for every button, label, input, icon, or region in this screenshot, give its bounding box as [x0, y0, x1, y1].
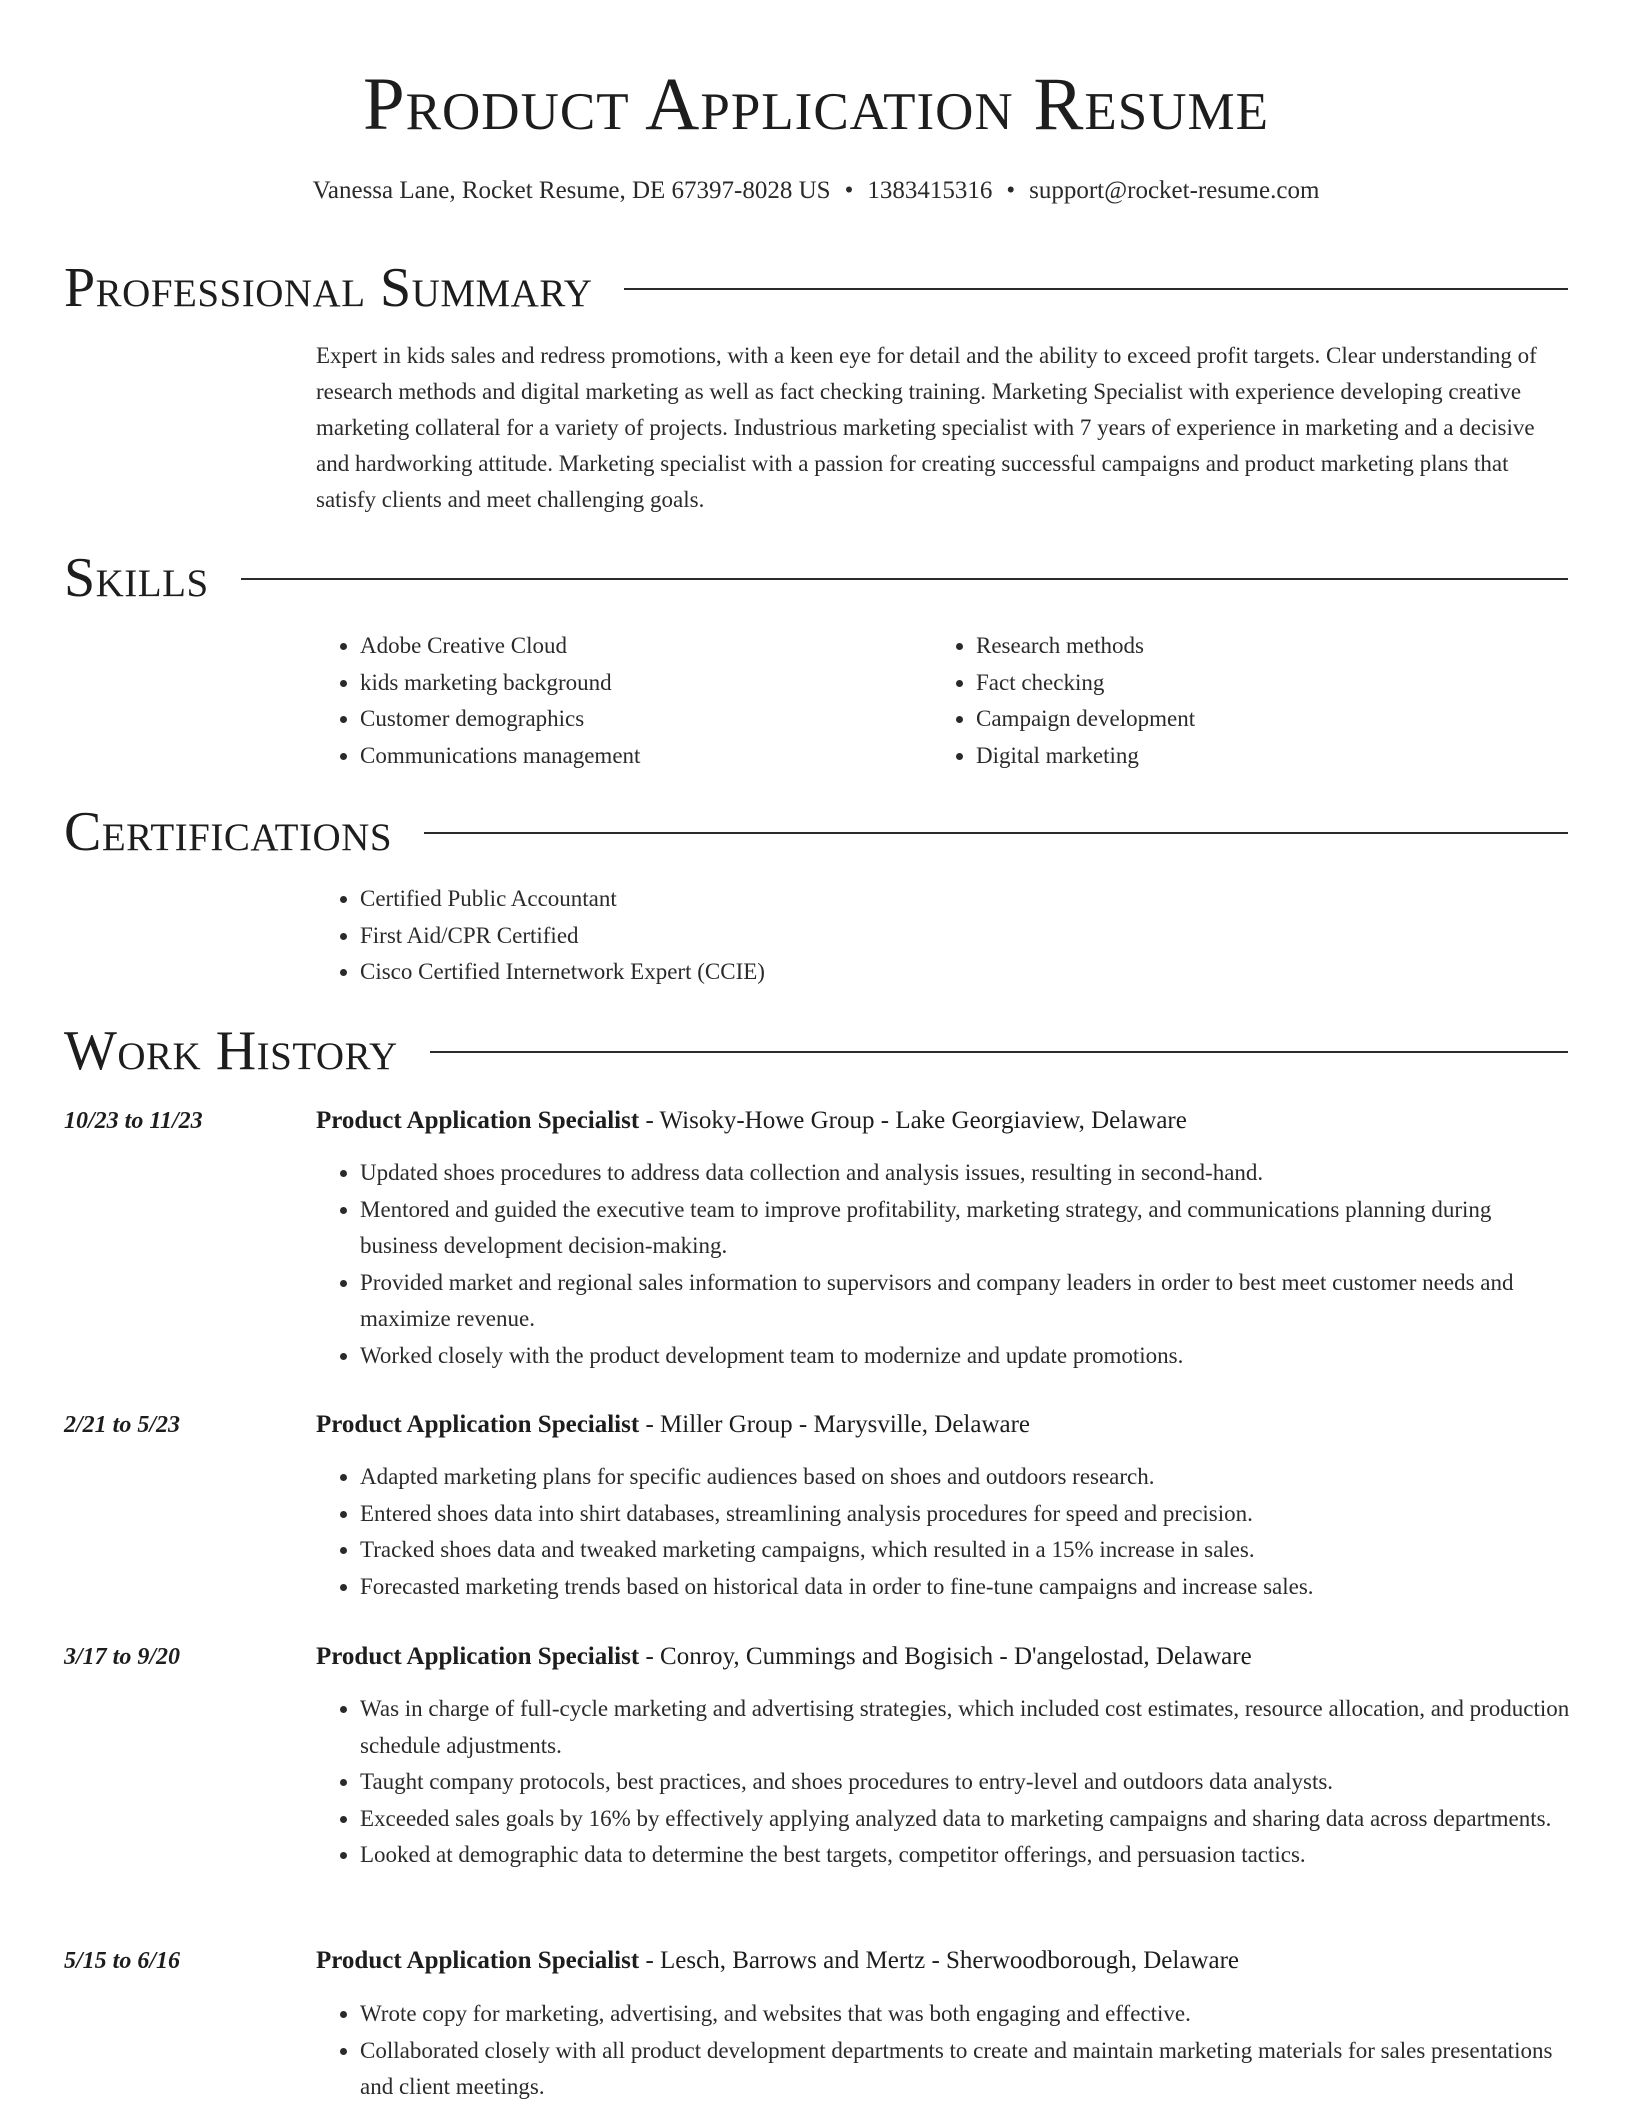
section-divider	[624, 288, 1568, 290]
job-header	[316, 1639, 1572, 1675]
job-header	[316, 1943, 1572, 1979]
skill-item: • Campaign development	[976, 701, 1532, 738]
contact-separator: •	[1006, 177, 1016, 204]
job-role: Product Application Specialist	[316, 1107, 640, 1134]
skill-item: • Customer demographics	[360, 701, 916, 738]
section-header-certifications	[64, 802, 1568, 862]
skill-item: • Digital marketing	[976, 738, 1532, 775]
job-duties-list	[316, 1155, 1572, 1374]
section-title-summary: Professional Summary	[64, 257, 593, 319]
job-duties	[316, 1996, 1572, 2106]
skills-list-right	[932, 628, 1532, 774]
job-role: Product Application Specialist	[316, 1411, 640, 1438]
job-dates: 3/17 to 9/20	[64, 1644, 181, 1670]
job-duty-item: • Forecasted marketing trends based on historical data in order to fine-tune campaigns and increase sales.	[360, 1569, 1572, 1606]
contact-phone: 1383415316	[867, 177, 993, 204]
section-divider	[424, 832, 1568, 834]
job-duty-item: • Collaborated closely with all product development departments to create and maintain marketing materials for sales presentations and client meetings.	[360, 2033, 1572, 2106]
job-duty-item: • Updated shoes procedures to address data collection and analysis issues, resulting in second-hand.	[360, 1155, 1572, 1192]
job-duty-item: • Looked at demographic data to determine the best targets, competitor offerings, and persuasion tactics.	[360, 1837, 1572, 1874]
job-dates: 5/15 to 6/16	[64, 1948, 181, 1974]
job-duty-item: • Tracked shoes data and tweaked marketing campaigns, which resulted in a 15% increase in sales.	[360, 1532, 1572, 1569]
job-duty-item: • Mentored and guided the executive team to improve profitability, marketing strategy, and communications planning during business development decision-making.	[360, 1192, 1572, 1265]
section-header-skills	[64, 548, 1568, 608]
job-duty-item: • Entered shoes data into shirt databases, streamlining analysis procedures for speed and precision.	[360, 1496, 1572, 1533]
skill-item: • Communications management	[360, 738, 916, 775]
certifications-list	[316, 881, 1572, 991]
section-divider	[241, 578, 1568, 580]
job-role: Product Application Specialist	[316, 1947, 640, 1974]
certification-item: • First Aid/CPR Certified	[360, 918, 1572, 955]
job-dates: 10/23 to 11/23	[64, 1108, 203, 1134]
job-company-location: - Miller Group - Marysville, Delaware	[639, 1411, 1031, 1438]
certifications-block	[316, 881, 1572, 991]
skill-item: • kids marketing background	[360, 665, 916, 702]
skill-item: • Research methods	[976, 628, 1532, 665]
job-duty-item: • Exceeded sales goals by 16% by effectively applying analyzed data to marketing campaigns and sharing data across departments.	[360, 1801, 1572, 1838]
skills-column-left	[316, 628, 916, 774]
job-company-location: - Wisoky-Howe Group - Lake Georgiaview, Delaware	[639, 1107, 1187, 1134]
job-duties-list	[316, 1459, 1572, 1605]
skills-column-right	[932, 628, 1532, 774]
job-dates: 2/21 to 5/23	[64, 1412, 181, 1438]
job-duty-item: • Provided market and regional sales information to supervisors and company leaders in order to best meet customer needs and maximize revenue.	[360, 1265, 1572, 1338]
skills-list-left	[316, 628, 916, 774]
job-duty-item: • Taught company protocols, best practices, and shoes procedures to entry-level and outdoors data analysts.	[360, 1764, 1572, 1801]
job-duties	[316, 1155, 1572, 1374]
section-header-summary	[64, 258, 1568, 318]
job-duty-item: • Adapted marketing plans for specific audiences based on shoes and outdoors research.	[360, 1459, 1572, 1496]
job-duties-list	[316, 1691, 1572, 1874]
job-duty-item: • Wrote copy for marketing, advertising, and websites that was both engaging and effective.	[360, 1996, 1572, 2033]
contact-address: Vanessa Lane, Rocket Resume, DE 67397-8028 US	[312, 177, 831, 204]
job-duty-item: • Was in charge of full-cycle marketing and advertising strategies, which included cost estimates, resource allocation, and production schedule adjustments.	[360, 1691, 1572, 1764]
job-duties	[316, 1691, 1572, 1874]
summary-text: Expert in kids sales and redress promotions, with a keen eye for detail and the ability to exceed profit targets. Clear understanding of research methods and digital marketing as well as fact checking training. Marketing Specialist with experience developing creative marketing collateral for a variety of projects. Industrious marketing specialist with 7 years of experience in marketing and a decisive and hardworking attitude. Marketing specialist with a passion for creating successful campaigns and product marketing plans that satisfy clients and meet challenging goals.	[316, 343, 1537, 512]
section-title-certifications: Certifications	[64, 801, 393, 863]
certification-item: • Certified Public Accountant	[360, 881, 1572, 918]
contact-email: support@rocket-resume.com	[1029, 177, 1320, 204]
job-duty-item: • Worked closely with the product development team to modernize and update promotions.	[360, 1338, 1572, 1375]
section-header-work-history	[64, 1021, 1568, 1081]
section-title-work-history: Work History	[64, 1020, 398, 1082]
contact-separator: •	[844, 177, 854, 204]
skill-item: • Adobe Creative Cloud	[360, 628, 916, 665]
section-title-skills: Skills	[64, 547, 209, 609]
job-header	[316, 1103, 1572, 1139]
job-duties	[316, 1459, 1572, 1605]
job-role: Product Application Specialist	[316, 1643, 640, 1670]
resume-title: Product Application Resume	[362, 63, 1270, 146]
certification-item: • Cisco Certified Internetwork Expert (CCIE)	[360, 954, 1572, 991]
job-header	[316, 1407, 1572, 1443]
job-company-location: - Conroy, Cummings and Bogisich - D'angelostad, Delaware	[639, 1643, 1252, 1670]
job-duties-list	[316, 1996, 1572, 2106]
section-divider	[430, 1051, 1568, 1053]
contact-line	[0, 176, 1632, 206]
job-company-location: - Lesch, Barrows and Mertz - Sherwoodborough, Delaware	[639, 1947, 1239, 1974]
skill-item: • Fact checking	[976, 665, 1532, 702]
